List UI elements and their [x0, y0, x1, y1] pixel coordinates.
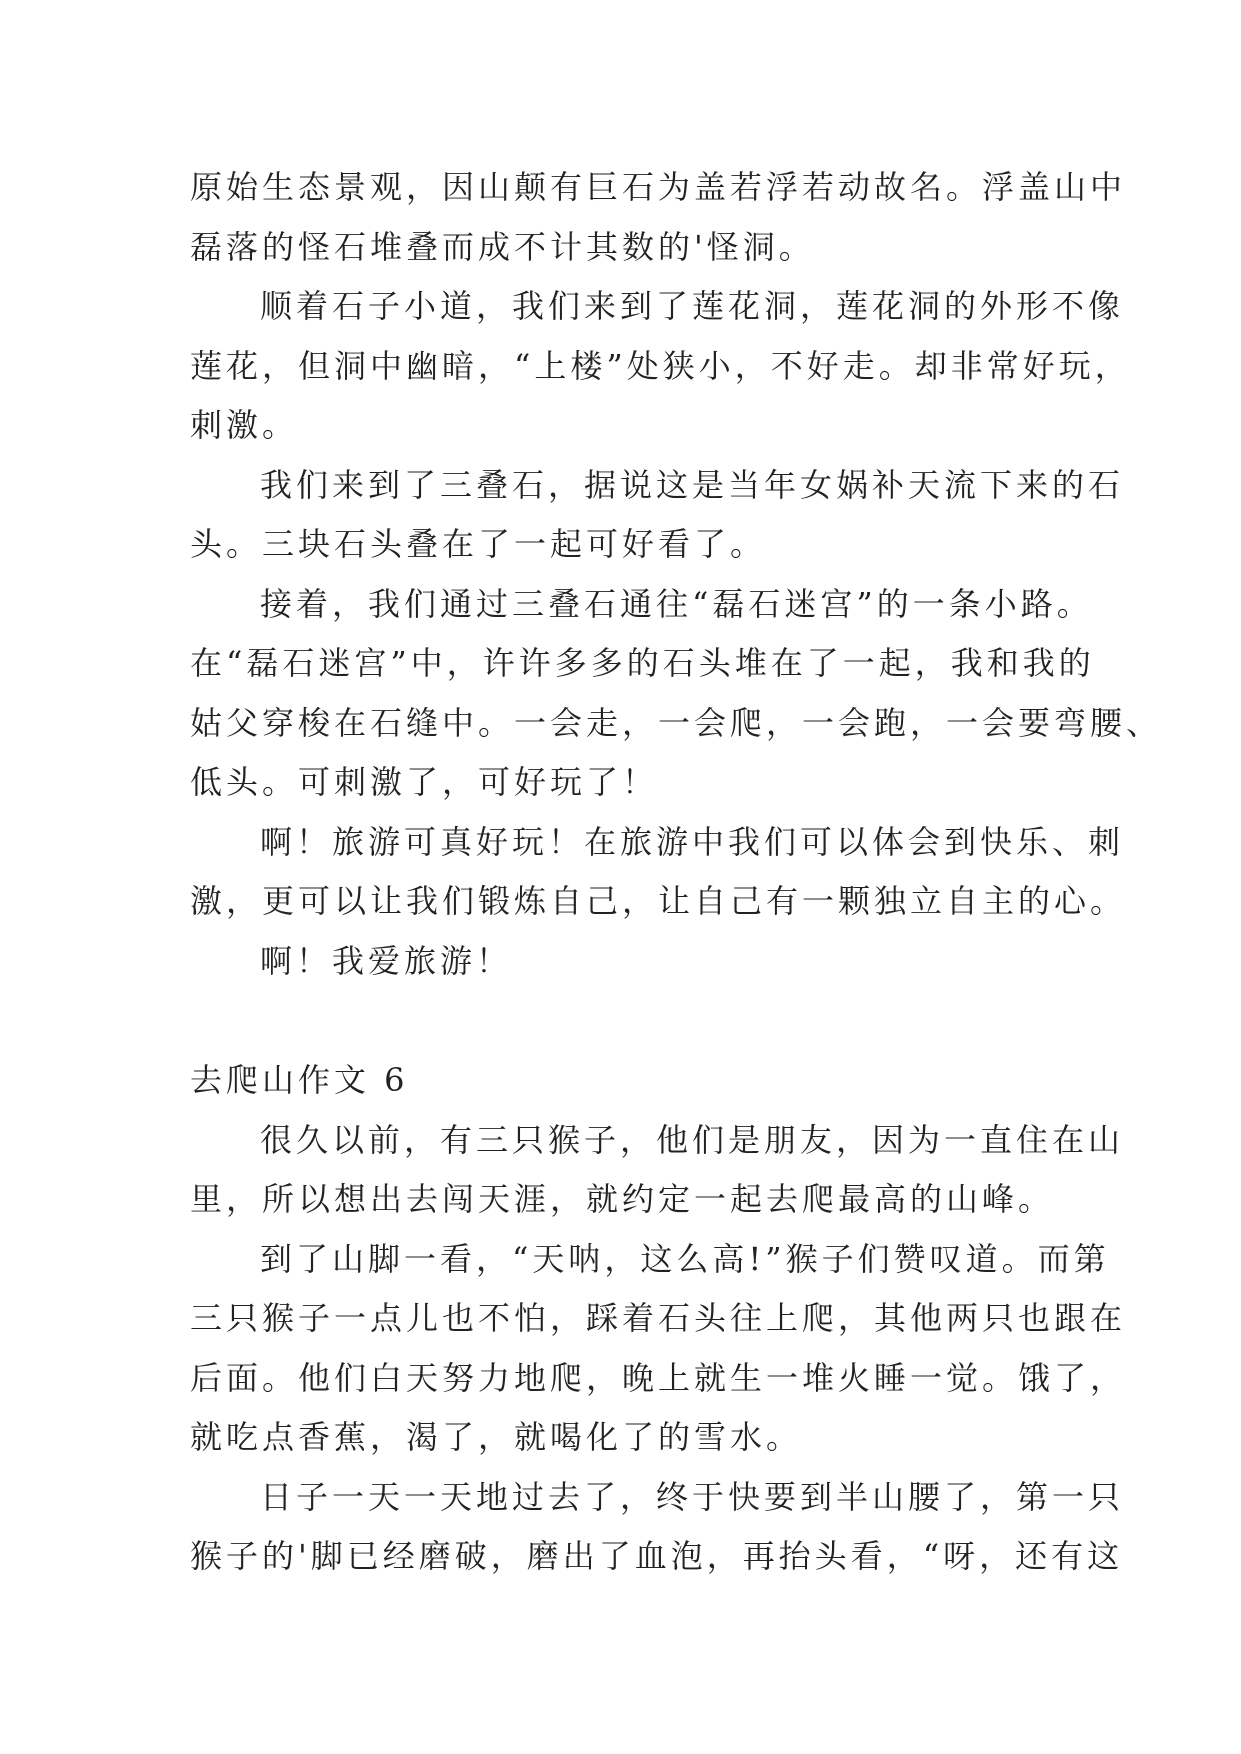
paragraph-start: 我们来到了三叠石，据说这是当年女娲补天流下来的石 [260, 465, 1125, 504]
text-line: 猴子的'脚已经磨破，磨出了血泡，再抬头看，“呀，还有这 [190, 1537, 1124, 1575]
paragraph-start: 很久以前，有三只猴子，他们是朋友，因为一直住在山 [260, 1120, 1125, 1159]
paragraph-start: 到了山脚一看，“天呐，这么高!”猴子们赞叹道。而第 [260, 1239, 1110, 1278]
section-gap [190, 991, 1070, 1051]
text-line: 低头。可刺激了，可好玩了！ [190, 763, 659, 801]
text-line: 三只猴子一点儿也不怕，踩着石头往上爬，其他两只也跟在 [190, 1299, 1127, 1337]
text-line: 后面。他们白天努力地爬，晚上就生一堆火睡一觉。饿了， [190, 1358, 1127, 1397]
text-line: 里，所以想出去闯天涯，就约定一起去爬最高的山峰。 [190, 1180, 1055, 1218]
paragraph-start: 接着，我们通过三叠石通往“磊石迷宫”的一条小路。 [260, 584, 1093, 623]
paragraph-start: 日子一天一天地过去了，终于快要到半山腰了，第一只 [260, 1477, 1125, 1516]
paragraph-start: 顺着石子小道，我们来到了莲花洞，莲花洞的外形不像 [260, 287, 1125, 325]
text-line: 莲花，但洞中幽暗，“上楼”处狭小，不好走。却非常好玩， [190, 346, 1131, 385]
text-line: 头。三块石头叠在了一起可好看了。 [190, 525, 767, 563]
text-line: 刺激。 [190, 406, 299, 444]
section-heading: 去爬山作文 6 [190, 1061, 409, 1099]
text-line: 磊落的怪石堆叠而成不计其数的'怪洞。 [190, 227, 815, 266]
paragraph-start: 啊！旅游可真好玩！在旅游中我们可以体会到快乐、刺 [260, 822, 1125, 861]
text-line: 原始生态景观，因山颠有巨石为盖若浮若动故名。浮盖山中 [190, 168, 1127, 206]
document-body [190, 158, 1163, 1587]
paragraph-start: 啊！我爱旅游！ [260, 941, 513, 980]
text-line: 在“磊石迷宫”中，许许多多的石头堆在了一起，我和我的 [190, 644, 1095, 682]
text-line: 姑父穿梭在石缝中。一会走，一会爬，一会跑，一会要弯腰、 [190, 703, 1163, 742]
text-line: 激，更可以让我们锻炼自己，让自己有一颗独立自主的心。 [190, 882, 1127, 920]
text-line: 就吃点香蕉，渴了，就喝化了的雪水。 [190, 1418, 803, 1456]
